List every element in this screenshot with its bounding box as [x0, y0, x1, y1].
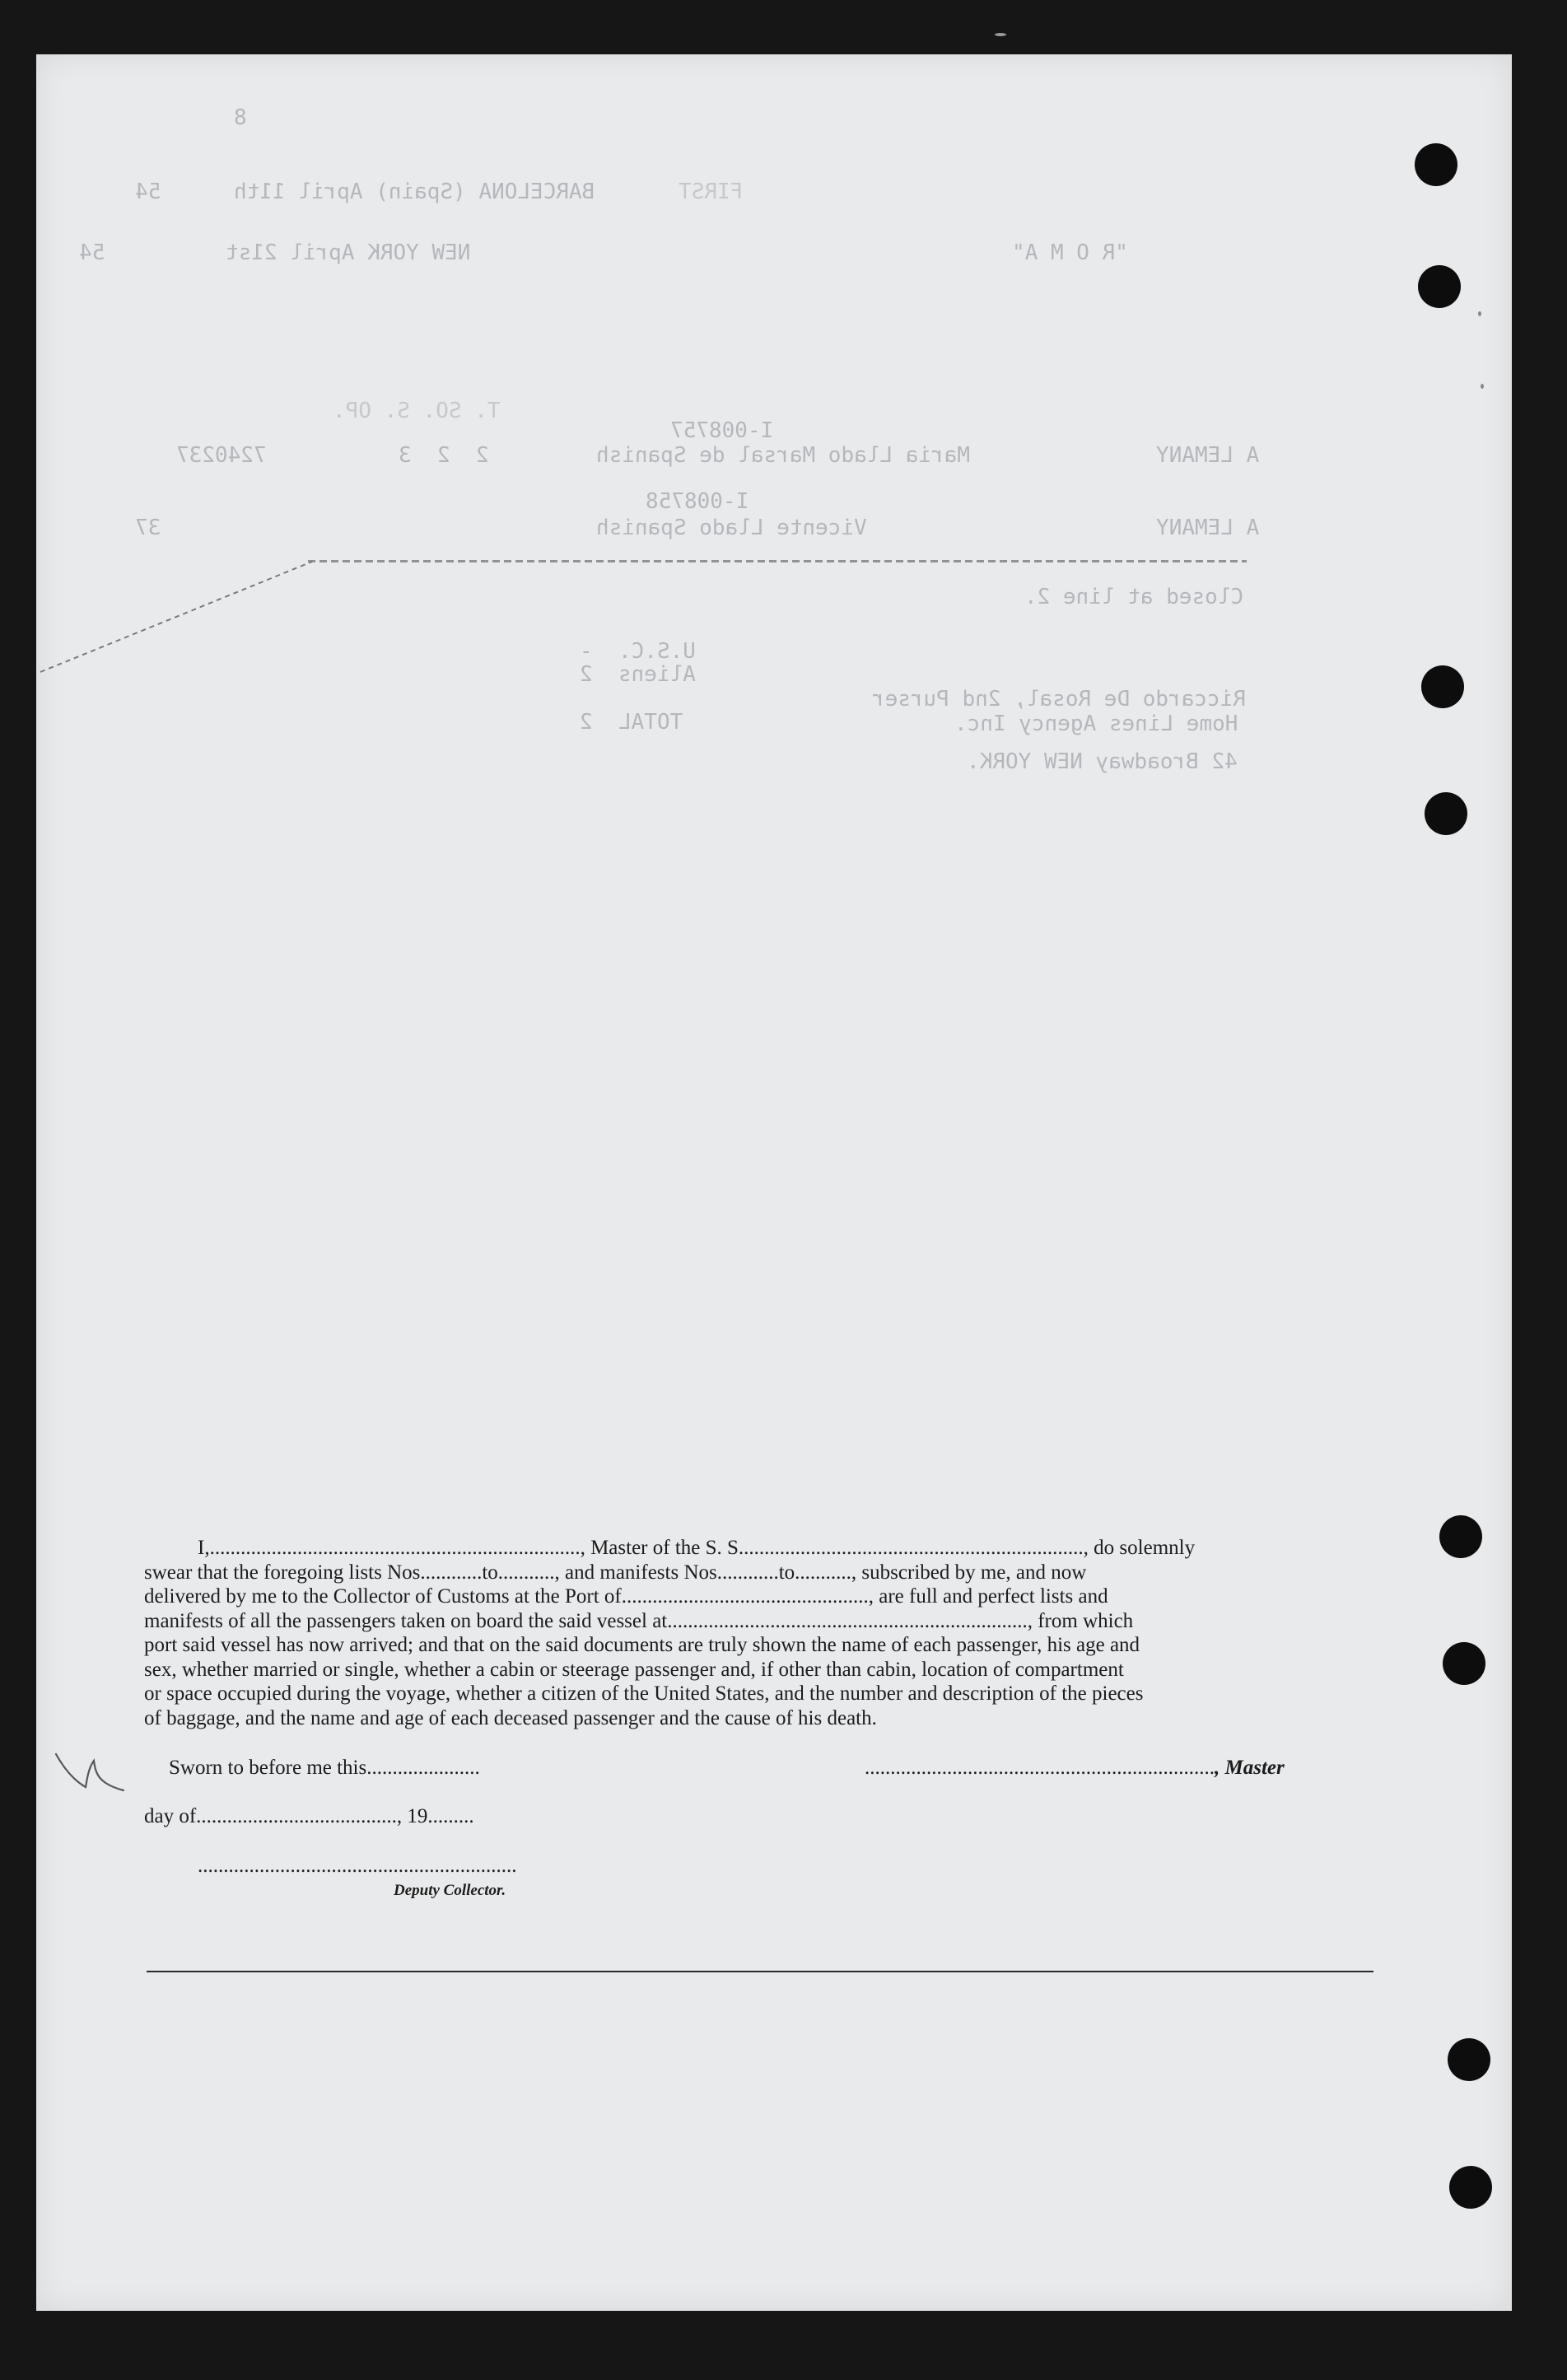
pencil-mark: [49, 1744, 132, 1802]
bleed-row2-cert: I-008758: [646, 489, 749, 514]
manifest-sheet: [36, 54, 1512, 2311]
bleed-row1-code: 7240237: [176, 443, 267, 468]
punch-hole: [1449, 2166, 1492, 2209]
oath-line: sex, whether married or single, whether a cabin or steerage passenger and, if other than cabin, location of compartment: [144, 1658, 1124, 1681]
deputy-dots: ..............................................................: [198, 1855, 517, 1877]
oath-line: delivered by me to the Collector of Customs at the Port of................................................, are full and perfect lists and: [144, 1585, 1108, 1608]
bleed-row2-code: 37: [135, 516, 161, 540]
bleed-diagonal-stroke: [36, 548, 316, 680]
day-of-line: [144, 1805, 474, 1828]
bleed-vessel-name: "R O M A": [1012, 240, 1128, 265]
punch-hole: [1415, 143, 1457, 186]
master-dots: ....................................................................: [865, 1757, 1215, 1779]
punch-hole: [1439, 1515, 1482, 1558]
bleed-purser-2: Home Lines Agency Inc.: [954, 712, 1238, 736]
punch-hole: [1418, 265, 1461, 308]
bleed-year-2: 54: [79, 240, 105, 265]
sworn-line: [169, 1757, 480, 1780]
bleed-row1-nums: 2 2 3: [399, 443, 489, 468]
bleed-port-line-1-text: BARCELONA (Spain) April 11th: [234, 180, 595, 204]
oath-line: swear that the foregoing lists Nos............to..........., and manifests Nos............to..........., subscribed by me, and now: [144, 1561, 1087, 1584]
oath-line: of baggage, and the name and age of each deceased passenger and the cause of his death.: [144, 1706, 877, 1729]
bleed-row1-cert: I-008757: [670, 418, 774, 443]
punch-hole: [1443, 1642, 1485, 1685]
bleed-row2-name: Vicente Llado Spanish: [596, 516, 867, 540]
scan-speck: [1481, 384, 1484, 389]
bleed-tally-total: TOTAL 2: [580, 710, 683, 735]
deputy-label: Deputy Collector.: [394, 1882, 506, 1899]
deputy-collector-label: [394, 1878, 506, 1901]
bleed-row1-dest: A LEMANY: [1156, 443, 1260, 468]
oath-line: manifests of all the passengers taken on board the said vessel at......................................................................, from which: [144, 1609, 1134, 1632]
bleed-port-line-2: NEW YORK April 21st: [226, 240, 471, 265]
scan-speck: [1478, 311, 1481, 316]
oath-line: or space occupied during the voyage, whether a citizen of the United States, and the number and description of the pieces: [144, 1682, 1144, 1705]
bleed-tally-aliens: Aliens 2: [580, 662, 696, 687]
bleed-row2-dest: A LEMANY: [1156, 516, 1260, 540]
bleed-page-number: 8: [234, 105, 247, 130]
bleed-columns: T. SO. S. OP.: [333, 399, 501, 423]
punch-hole: [1421, 665, 1464, 708]
bleed-class-label: FIRST: [679, 180, 744, 204]
bleed-tally-uscit: U.S.C. -: [580, 639, 696, 664]
master-signature-line: [865, 1757, 1285, 1780]
punch-hole: [1448, 2038, 1490, 2081]
master-label: , Master: [1215, 1757, 1285, 1779]
bleed-row1-name: Maria Llado Marsal de Spanish: [596, 443, 970, 468]
oath-line: I,........................................................................, Master of the S. S..................................................................., do solemnly: [198, 1537, 1196, 1559]
day-of-text: day of......................................., 19.........: [144, 1805, 474, 1827]
bleed-closing-rule: [308, 560, 1247, 562]
bleed-port-line-1: 54: [135, 180, 161, 204]
sworn-text: Sworn to before me this......................: [169, 1757, 480, 1779]
scan-speck: [995, 33, 1006, 36]
deputy-dots-line: [198, 1855, 517, 1878]
punch-hole: [1425, 792, 1467, 835]
oath-line: port said vessel has now arrived; and that on the said documents are truly shown the name of each passenger, his age and: [144, 1634, 1140, 1656]
master-oath: [144, 1536, 1373, 1730]
bleed-purser-1: Riccardo De Rosal, 2nd Purser: [872, 687, 1246, 712]
bleed-purser-3: 42 Broadway NEW YORK.: [967, 749, 1238, 774]
bleed-closed-line: Closed at line 2.: [1024, 585, 1244, 609]
bottom-rule: [147, 1971, 1373, 1972]
